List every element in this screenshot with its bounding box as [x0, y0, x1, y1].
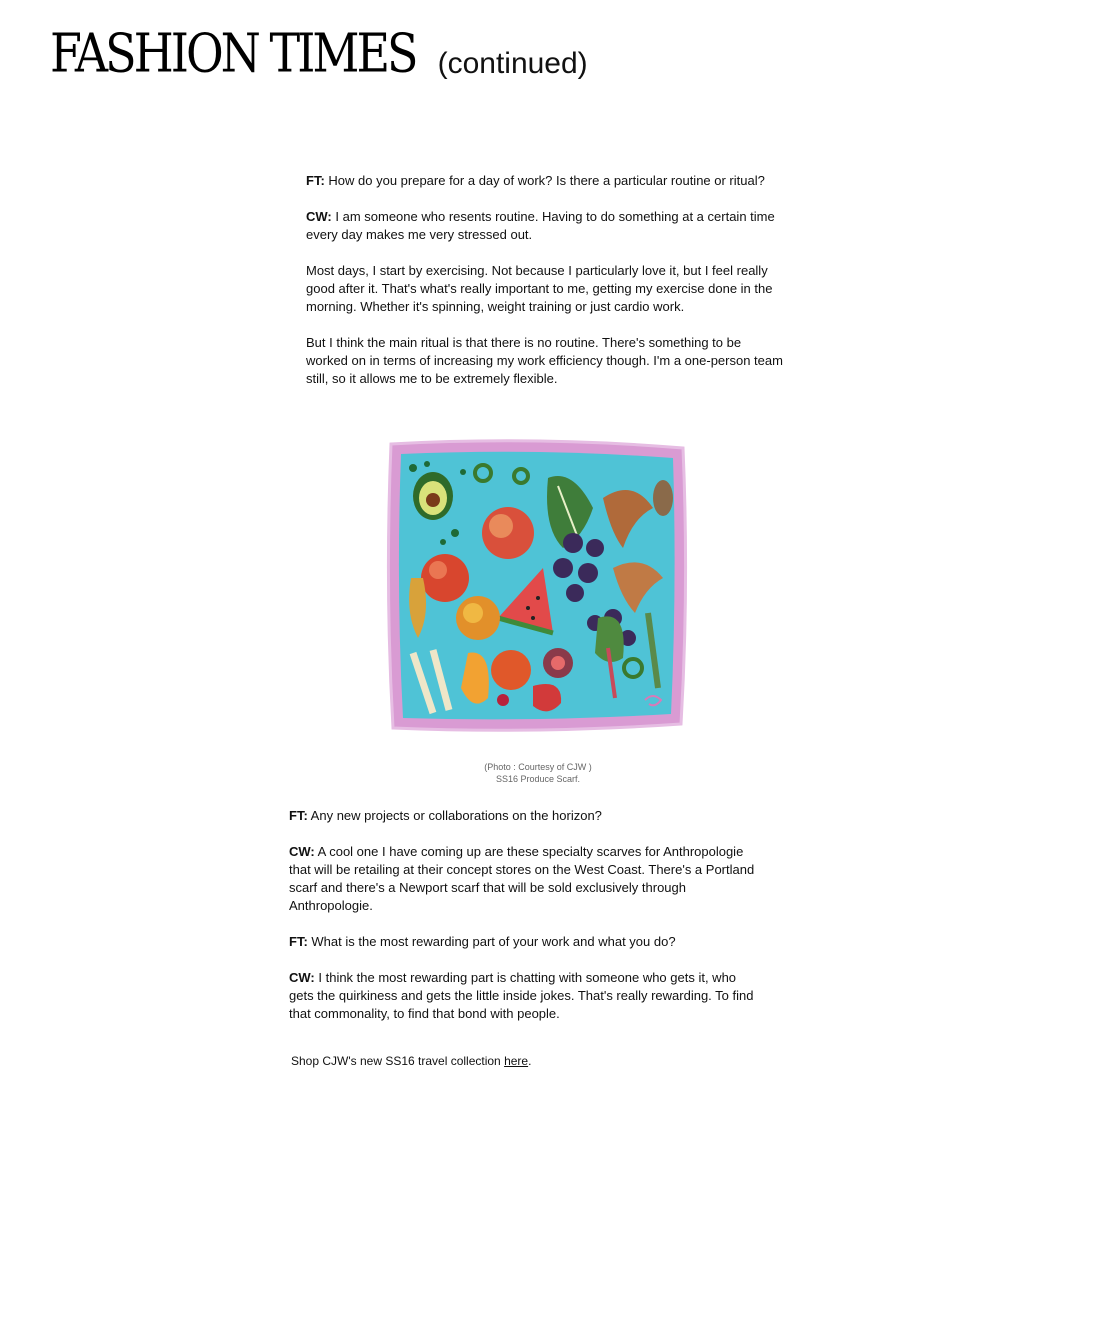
paragraph-text: I am someone who resents routine. Having to do something at a certain time every day makes me very stressed out.: [306, 209, 775, 242]
interview-paragraph: [306, 172, 786, 190]
paragraph-text: What is the most rewarding part of your work and what you do?: [307, 934, 676, 949]
masthead-subtitle: (continued): [437, 47, 588, 80]
speaker-label: CW:: [289, 844, 315, 859]
interview-paragraph: [289, 843, 759, 915]
apple-illustration: [421, 554, 469, 602]
shop-prefix: Shop CJW's new SS16 travel collection: [291, 1054, 505, 1068]
pumpkin-illustration: [491, 650, 531, 690]
interview-paragraph: [289, 969, 759, 1023]
interview-paragraph: [306, 334, 786, 388]
masthead-title: FASHION TIMES: [50, 21, 416, 84]
scarf-photo: [383, 438, 691, 734]
interview-paragraph: [289, 807, 759, 825]
photo-caption: [380, 761, 696, 785]
paragraph-text: Any new projects or collaborations on the horizon?: [307, 808, 602, 823]
paragraph-text: A cool one I have coming up are these specialty scarves for Anthropologie that will be retailing at their concept stores on the West Coast. There's a Portland scarf and there's a Newport scarf that will be sold exclusively through Anthropologie.: [289, 844, 755, 913]
speaker-label: CW:: [289, 970, 315, 985]
masthead: [50, 21, 588, 84]
avocado-illustration: [413, 472, 453, 520]
interview-paragraph: [289, 933, 759, 951]
paragraph-text: But I think the main ritual is that there is no routine. There's something to be worked on in terms of increasing my work efficiency though. I'm a one-person team still, so it allows me to be extremely flexible.: [306, 335, 783, 386]
speaker-label: FT:: [289, 808, 308, 823]
photo-caption-text: SS16 Produce Scarf.: [495, 774, 581, 784]
interview-paragraph: [306, 208, 786, 244]
paragraph-text: How do you prepare for a day of work? Is there a particular routine or ritual?: [324, 173, 765, 188]
speaker-label: FT:: [289, 934, 308, 949]
speaker-label: CW:: [306, 209, 332, 224]
shop-line: [291, 1054, 531, 1068]
speaker-label: FT:: [306, 173, 325, 188]
interview-part-2: [289, 807, 759, 1041]
shop-suffix: .: [528, 1054, 532, 1068]
paragraph-text: Most days, I start by exercising. Not because I particularly love it, but I feel really good after it. That's what's really important to me, getting my exercise done in the morning. Whether it's spinning, weight training or just cardio work.: [306, 263, 773, 314]
photo-credit: (Photo : Courtesy of CJW ): [484, 762, 592, 772]
paragraph-text: I think the most rewarding part is chatting with someone who gets it, who gets the quirkiness and gets the little inside jokes. That's really rewarding. To find that commonality, to find that bond with people.: [289, 970, 754, 1021]
interview-part-1: [306, 172, 786, 406]
shop-here-link[interactable]: here: [504, 1054, 529, 1068]
interview-paragraph: [306, 262, 786, 316]
